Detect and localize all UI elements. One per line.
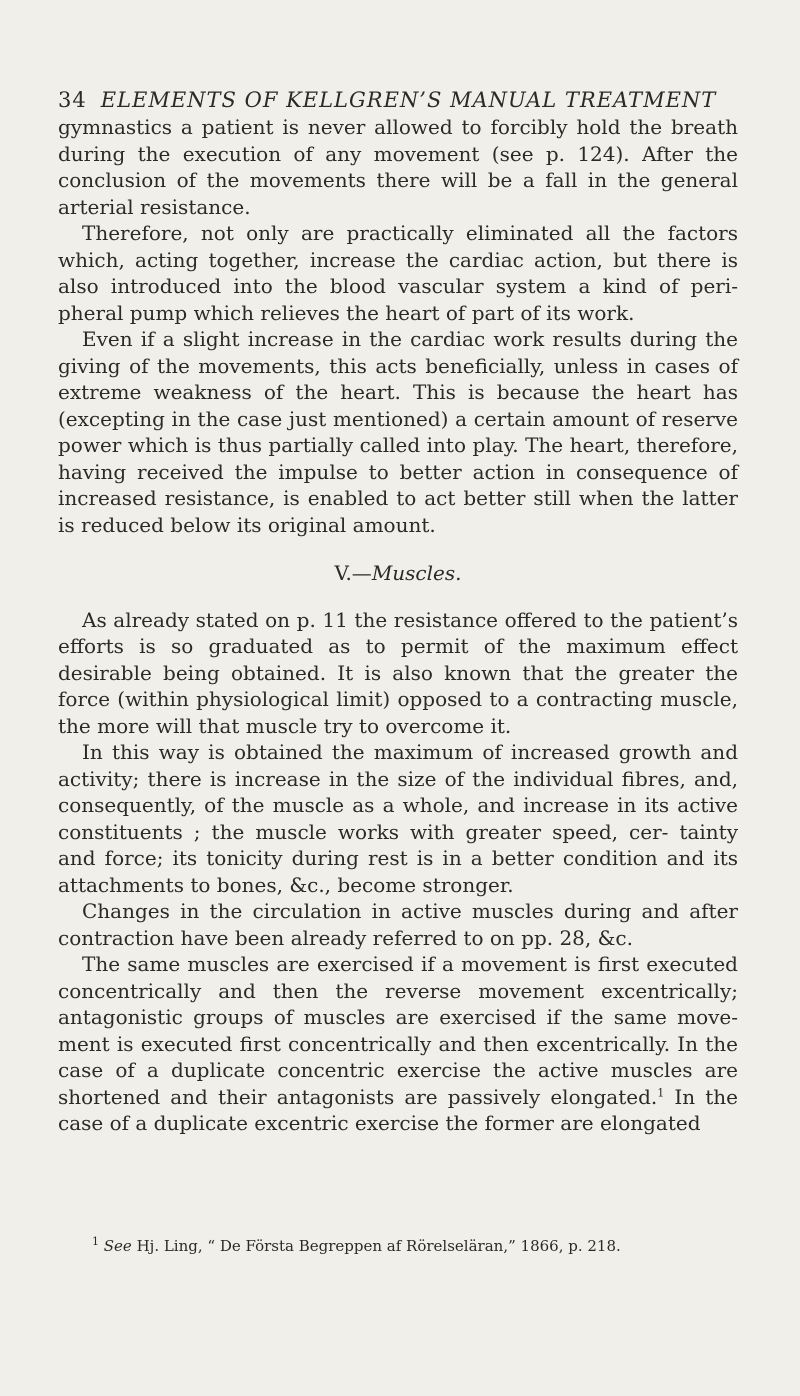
- paragraph: As already stated on p. 11 the resistance offered to the patient’s efforts is so graduated as to permit of the maximum effect desirable being obtained. It is also known that the greater the force (within physiological limit) opposed to a contracting muscle, the more will that muscle try to overcome it.: [58, 607, 738, 738]
- paragraph: Even if a slight increase in the cardiac work results during the giving of the movements, this acts beneficially, unless in cases of extreme weakness of the heart. This is because the heart has (excepting in the case just mentioned) a certain amount of reserve power which is thus partially called into play. The heart, therefore, having received the impulse to better action in consequence of increased resistance, is enabled to act better still when the latter is reduced below its original amount.: [58, 327, 738, 537]
- paragraph-continuation: gymnastics a patient is never allowed to forcibly hold the breath during the execution of any movement (see p. 124). After the conclusion of the movements there will be a fall in the general arterial resistance.: [58, 115, 738, 219]
- paragraph-text: In the case of a duplicate excentric exercise the former are elongated: [58, 1084, 738, 1135]
- footnote-see: See: [103, 1237, 132, 1255]
- paragraph: [58, 951, 738, 1137]
- footnote-marker: 1: [92, 1235, 99, 1248]
- paragraph: Therefore, not only are practically eliminated all the factors which, acting together, increase the cardiac action, but there is also introduced into the blood vascular system a kind of peri- pheral pump which relieves the heart of part of its work.: [58, 221, 738, 325]
- body-text: [58, 114, 738, 1137]
- footnote-reference: 1: [657, 1085, 665, 1099]
- section-number: V.—: [334, 561, 372, 585]
- footnote-text: Hj. Ling, “ De Första Begreppen af Rörelseläran,” 1866, p. 218.: [131, 1237, 621, 1255]
- running-title: ELEMENTS OF KELLGREN’S MANUAL TREATMENT: [100, 88, 717, 112]
- footnote: [92, 1236, 752, 1256]
- paragraph: Changes in the circulation in active muscles during and after contraction have been already referred to on pp. 28, &c.: [58, 899, 738, 950]
- section-title: Muscles.: [371, 561, 462, 585]
- page-number: 34: [58, 88, 87, 112]
- section-heading: [58, 560, 738, 587]
- paragraph: In this way is obtained the maximum of increased growth and activity; there is increase in the size of the individual fibres, and, consequently, of the muscle as a whole, and increase in its active constituents ; the muscle works with greater speed, cer- tainty and force; its tonicity during rest is in a better condition and its attachments to bones, &c., become stronger.: [58, 740, 738, 897]
- paragraph-text: The same muscles are exercised if a movement is first executed concentrically and then the reverse movement excentrically; antagonistic groups of muscles are exercised if the same move- ment is executed first concentrically and then excentrically. In the case of a duplicate concentric exercise the active muscles are shortened and their antagonists are passively elongated.: [58, 952, 738, 1109]
